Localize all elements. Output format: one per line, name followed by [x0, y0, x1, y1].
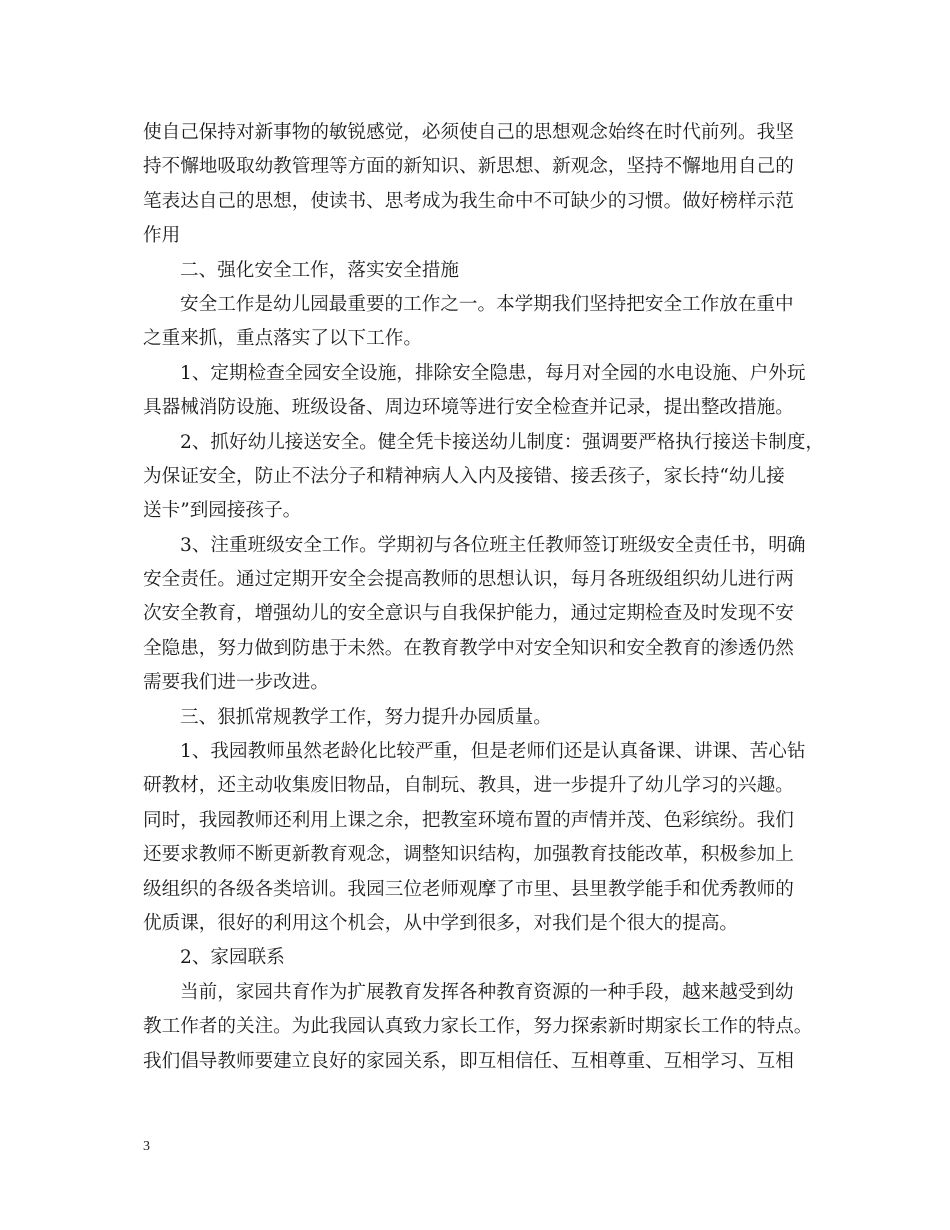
list-item: 1、定期检查全园安全设施，排除安全隐患，每月对全园的水电设施、户外玩: [180, 362, 806, 384]
body-text: [143, 116, 825, 1079]
text-line: 需要我们进一步改进。: [143, 672, 329, 694]
text-line: 教工作者的关注。为此我园认真致力家长工作，努力探索新时期家长工作的特点。: [143, 1016, 813, 1038]
text-line: 为保证安全，防止不法分子和精神病人入内及接错、接丢孩子，家长持“幼儿接: [143, 465, 785, 487]
text-line: 安全责任。通过定期开安全会提高教师的思想认识，每月各班级组织幼儿进行两: [143, 569, 794, 591]
page-number: 3: [143, 1139, 150, 1154]
text-line: 我们倡导教师要建立良好的家园关系，即互相信任、互相尊重、互相学习、互相: [143, 1050, 794, 1072]
list-item: 1、我园教师虽然老龄化比较严重，但是老师们还是认真备课、讲课、苦心钻: [180, 741, 806, 763]
text-line: 作用: [143, 225, 181, 247]
text-line: 当前，家园共育作为扩展教育发挥各种教育资源的一种手段，越来越受到幼: [180, 981, 794, 1003]
text-line: 优质课，很好的利用这个机会，从中学到很多，对我们是个很大的提高。: [143, 912, 739, 934]
text-line: 研教材，还主动收集废旧物品，自制玩、教具，进一步提升了幼儿学习的兴趣。: [143, 775, 794, 797]
text-line: 具器械消防设施、班级设备、周边环境等进行安全检查并记录，提出整改措施。: [143, 397, 794, 419]
list-item: 2、抓好幼儿接送安全。健全凭卡接送幼儿制度：强调要严格执行接送卡制度，: [180, 431, 825, 453]
list-item: 3、注重班级安全工作。学期初与各位班主任教师签订班级安全责任书，明确: [180, 534, 806, 556]
text-line: 同时，我园教师还利用上课之余，把教室环境布置的声情并茂、色彩缤纷。我们: [143, 809, 794, 831]
text-line: 使自己保持对新事物的敏锐感觉，必须使自己的思想观念始终在时代前列。我坚: [143, 122, 794, 143]
text-line: 笔表达自己的思想，使读书、思考成为我生命中不可缺少的习惯。做好榜样示范: [143, 190, 794, 212]
text-line: 全隐患，努力做到防患于未然。在教育教学中对安全知识和安全教育的渗透仍然: [143, 637, 794, 659]
text-line: 安全工作是幼儿园最重要的工作之一。本学期我们坚持把安全工作放在重中: [180, 293, 794, 315]
text-line: 之重来抓，重点落实了以下工作。: [143, 328, 422, 350]
text-line: 送卡”到园接孩子。: [143, 500, 302, 522]
section-heading: 二、强化安全工作，落实安全措施: [180, 259, 459, 281]
text-line: 次安全教育，增强幼儿的安全意识与自我保护能力，通过定期检查及时发现不安: [143, 603, 794, 625]
section-heading: 三、狠抓常规教学工作，努力提升办园质量。: [180, 706, 552, 728]
text-line: 还要求教师不断更新教育观念，调整知识结构，加强教育技能改革，积极参加上: [143, 844, 794, 866]
text-line: 持不懈地吸取幼教管理等方面的新知识、新思想、新观念，坚持不懈地用自己的: [143, 156, 794, 178]
list-item: 2、家园联系: [180, 947, 285, 969]
text-line: 级组织的各级各类培训。我园三位老师观摩了市里、县里教学能手和优秀教师的: [143, 878, 794, 900]
